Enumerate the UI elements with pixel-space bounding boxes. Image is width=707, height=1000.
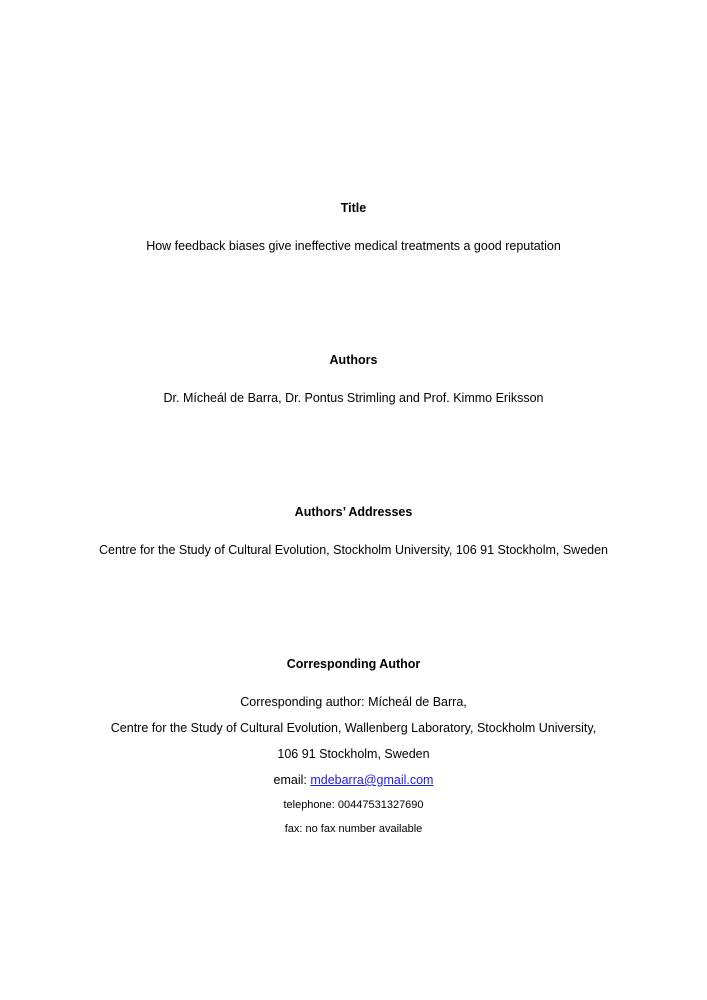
corresponding-line-1: Corresponding author: Mícheál de Barra, — [240, 695, 467, 709]
corresponding-line-3: 106 91 Stockholm, Sweden — [277, 747, 430, 761]
corresponding-heading: Corresponding Author — [286, 657, 421, 671]
title-text: How feedback biases give ineffective medical treatments a good reputation — [146, 239, 561, 253]
email-label: email: — [273, 773, 311, 787]
addresses-text: Centre for the Study of Cultural Evolution, Stockholm University, 106 91 Stockholm, Sweden — [98, 543, 609, 557]
email-line — [0, 774, 707, 787]
authors-text: Dr. Mícheál de Barra, Dr. Pontus Strimling and Prof. Kimmo Eriksson — [163, 391, 544, 405]
telephone-line: telephone: 00447531327690 — [283, 799, 424, 811]
title-heading: Title — [340, 201, 367, 215]
corresponding-line-2: Centre for the Study of Cultural Evolution, Wallenberg Laboratory, Stockholm University, — [110, 721, 597, 735]
authors-heading: Authors — [329, 353, 378, 367]
email-link[interactable]: mdebarra@gmail.com — [310, 773, 434, 787]
fax-line: fax: no fax number available — [284, 823, 423, 835]
addresses-heading: Authors’ Addresses — [294, 505, 413, 519]
